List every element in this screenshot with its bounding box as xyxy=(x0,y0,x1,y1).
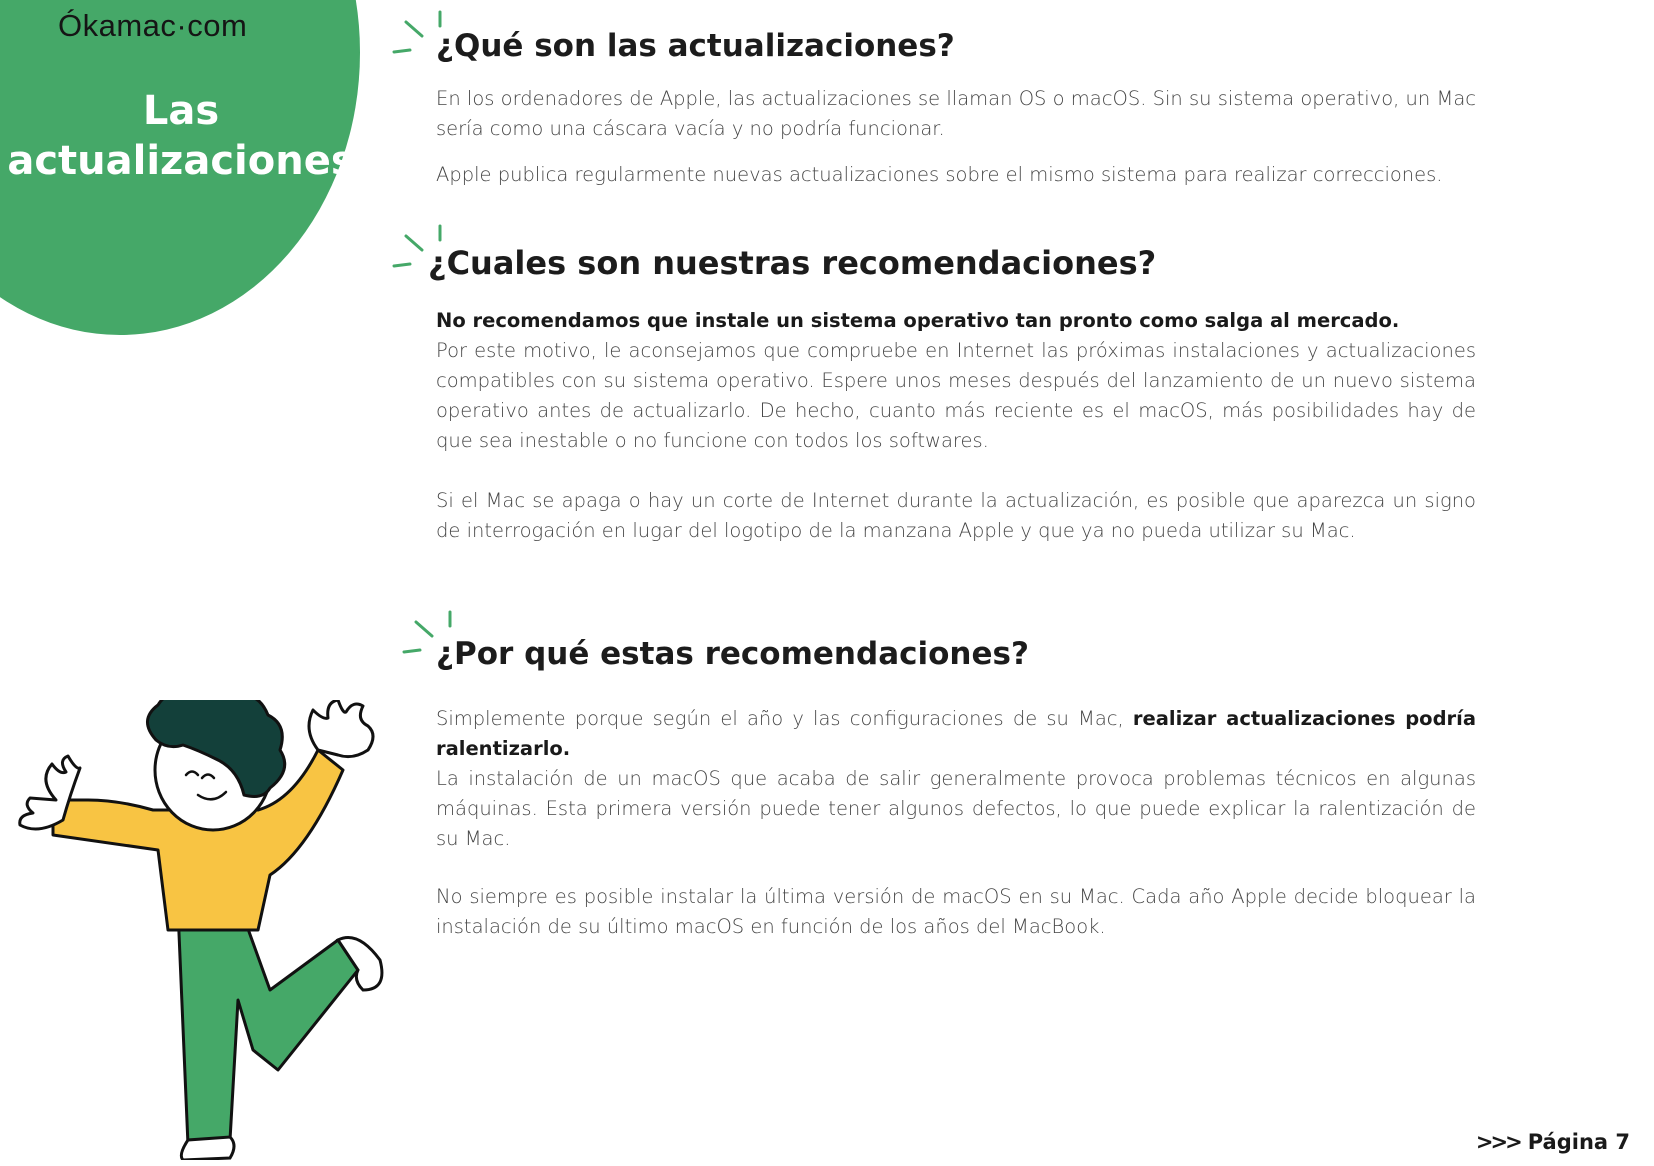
section-recommendations-paragraph-2: Si el Mac se apaga o hay un corte de Internet durante la actualización, es posible que aparezca un signo de interrogación en lugar del logotipo de la manzana Apple y que ya no pueda utilizar su Mac. xyxy=(436,489,1476,542)
why-intro-bold: realizar actualizaciones podría ralentizarlo. xyxy=(436,707,1476,760)
section-heading-why: ¿Por qué estas recomendaciones? xyxy=(436,636,1029,672)
section-why-paragraph-1 xyxy=(436,704,1476,854)
brand-logo: Ókamac·com xyxy=(58,8,248,43)
page-number xyxy=(1476,1130,1630,1154)
section-recommendations-paragraph-1 xyxy=(436,306,1476,456)
recommendation-body: Por este motivo, le aconsejamos que compruebe en Internet las próximas instalaciones y actualizaciones compatibles con su sistema operativo. Espere unos meses después del lanzamiento de un nuevo sistema operativo antes de actualizarlo. De hecho, cuanto más reciente es el macOS, más posibilidades hay de que sea inestable o no funcione con todos los softwares. xyxy=(436,339,1476,452)
why-intro: Simplemente porque según el año y las configuraciones de su Mac, xyxy=(436,707,1133,730)
happy-person-illustration xyxy=(8,700,398,1160)
chevrons-icon: >>> xyxy=(1475,1130,1520,1154)
cover-title xyxy=(0,86,362,186)
cover-title-line2: actualizaciones xyxy=(7,138,355,184)
page-label: Página 7 xyxy=(1527,1130,1630,1154)
section-what-paragraph-2: Apple publica regularmente nuevas actualizaciones sobre el mismo sistema para realizar correcciones. xyxy=(436,163,1443,186)
section-heading-recommendations: ¿Cuales son nuestras recomendaciones? xyxy=(428,244,1157,282)
section-what-paragraph-1: En los ordenadores de Apple, las actualizaciones se llaman OS o macOS. Sin su sistema operativo, un Mac sería como una cáscara vacía y no podría funcionar. xyxy=(436,87,1476,140)
why-body: La instalación de un macOS que acaba de salir generalmente provoca problemas técnicos en algunas máquinas. Esta primera versión puede tener algunos defectos, lo que puede explicar la ralentización de su Mac. xyxy=(436,767,1476,850)
section-heading-what: ¿Qué son las actualizaciones? xyxy=(436,28,955,64)
recommendation-lead: No recomendamos que instale un sistema operativo tan pronto como salga al mercado. xyxy=(436,309,1400,332)
section-why-paragraph-2: No siempre es posible instalar la última versión de macOS en su Mac. Cada año Apple decide bloquear la instalación de su último macOS en función de los años del MacBook. xyxy=(436,885,1476,938)
cover-title-line1: Las xyxy=(142,88,220,134)
